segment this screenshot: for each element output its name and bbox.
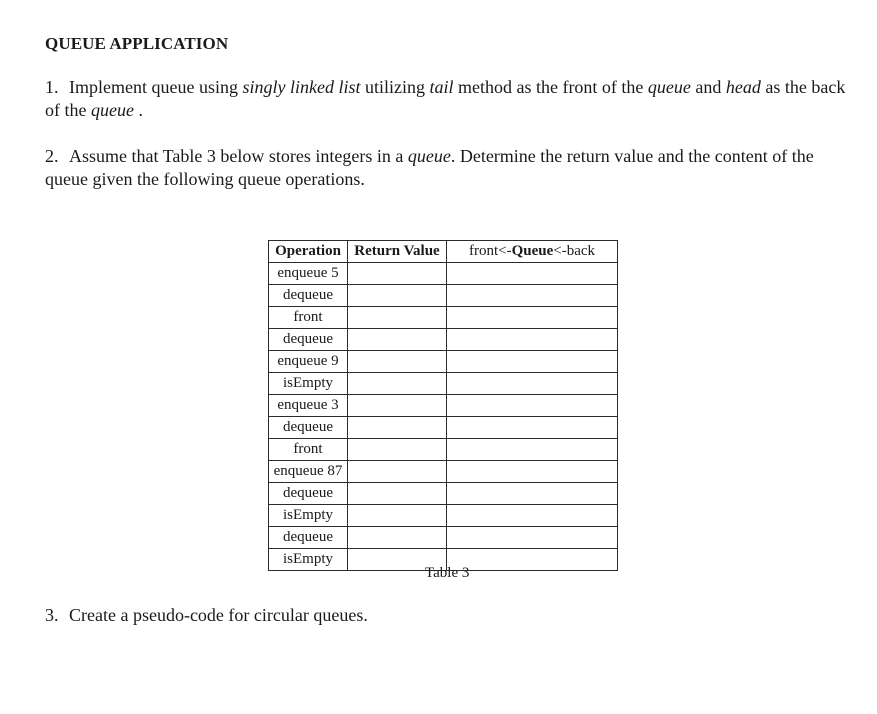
question-1-part: utilizing: [360, 77, 430, 97]
return-value-cell[interactable]: [348, 527, 447, 549]
return-value-cell[interactable]: [348, 395, 447, 417]
question-1-part: queue: [647, 77, 691, 97]
question-3-number: 3.: [45, 605, 59, 625]
queue-content-cell[interactable]: [447, 395, 618, 417]
queue-content-cell[interactable]: [447, 329, 618, 351]
return-value-cell[interactable]: [348, 461, 447, 483]
table-row: [269, 417, 618, 439]
operation-cell: enqueue 87: [269, 461, 348, 483]
operation-cell: dequeue: [269, 417, 348, 439]
table-row: [269, 285, 618, 307]
return-value-cell[interactable]: [348, 351, 447, 373]
return-value-cell[interactable]: [348, 307, 447, 329]
table-row: [269, 307, 618, 329]
table-caption: Table 3: [425, 565, 470, 581]
question-1-part: and: [690, 77, 726, 97]
queue-content-cell[interactable]: [447, 307, 618, 329]
operation-cell: front: [269, 307, 348, 329]
question-1-text: [45, 77, 845, 120]
operation-cell: enqueue 9: [269, 351, 348, 373]
table-body: [269, 263, 618, 571]
operation-cell: enqueue 3: [269, 395, 348, 417]
table-header-row: [269, 241, 618, 263]
question-1-part: method as the front of the: [453, 77, 648, 97]
return-value-cell[interactable]: [348, 285, 447, 307]
question-3-text: [69, 605, 368, 625]
operation-cell: dequeue: [269, 527, 348, 549]
return-value-cell[interactable]: [348, 263, 447, 285]
question-1-part: Implement queue using: [69, 77, 243, 97]
table-row: [269, 329, 618, 351]
question-1-number: 1.: [45, 77, 59, 97]
question-1: [45, 76, 855, 122]
operation-cell: isEmpty: [269, 549, 348, 571]
question-2: [45, 145, 855, 191]
operation-cell: front: [269, 439, 348, 461]
question-2-text: [45, 146, 814, 189]
table-row: [269, 505, 618, 527]
question-1-part: as the back of the: [45, 77, 846, 120]
queue-content-cell[interactable]: [447, 351, 618, 373]
queue-content-cell[interactable]: [447, 461, 618, 483]
question-1-part: tail: [429, 77, 454, 97]
question-2-part: Assume that Table 3 below stores integers in a: [69, 146, 408, 166]
question-1-part: .: [133, 100, 143, 120]
return-value-cell[interactable]: [348, 505, 447, 527]
header-return-value: Return Value: [348, 241, 447, 263]
header-queue-content: [447, 241, 618, 263]
table-row: [269, 461, 618, 483]
queue-content-cell[interactable]: [447, 505, 618, 527]
document-heading: QUEUE APPLICATION: [45, 34, 229, 53]
queue-content-cell[interactable]: [447, 439, 618, 461]
queue-content-cell[interactable]: [447, 285, 618, 307]
queue-content-cell[interactable]: [447, 263, 618, 285]
queue-content-cell[interactable]: [447, 373, 618, 395]
table-row: [269, 263, 618, 285]
table-row: [269, 351, 618, 373]
operation-cell: dequeue: [269, 285, 348, 307]
question-3: [45, 604, 745, 627]
question-2-part: queue: [407, 146, 451, 166]
table-row: [269, 527, 618, 549]
question-1-part: head: [725, 77, 761, 97]
operation-cell: enqueue 5: [269, 263, 348, 285]
operation-cell: isEmpty: [269, 505, 348, 527]
return-value-cell[interactable]: [348, 329, 447, 351]
header-queue-bold: Queue: [511, 243, 554, 259]
question-2-number: 2.: [45, 146, 59, 166]
queue-content-cell[interactable]: [447, 549, 618, 571]
operation-cell: dequeue: [269, 483, 348, 505]
return-value-cell[interactable]: [348, 483, 447, 505]
return-value-cell[interactable]: [348, 373, 447, 395]
queue-content-cell[interactable]: [447, 527, 618, 549]
question-2-part: . Determine the return value and the content of the queue given the following queue operations.: [45, 146, 814, 189]
question-3-part: Create a pseudo-code for circular queues.: [69, 605, 368, 625]
operation-cell: isEmpty: [269, 373, 348, 395]
header-queue-prefix: front<-: [468, 243, 512, 259]
return-value-cell[interactable]: [348, 417, 447, 439]
question-1-part: singly linked list: [242, 77, 361, 97]
queue-operations-table: [268, 240, 618, 571]
header-operation: Operation: [269, 241, 348, 263]
operation-cell: dequeue: [269, 329, 348, 351]
queue-content-cell[interactable]: [447, 483, 618, 505]
queue-content-cell[interactable]: [447, 417, 618, 439]
question-1-part: queue: [90, 100, 134, 120]
table-row: [269, 439, 618, 461]
return-value-cell[interactable]: [348, 439, 447, 461]
table-row: [269, 373, 618, 395]
table-row: [269, 483, 618, 505]
header-queue-suffix: <-back: [553, 243, 596, 259]
table-row: [269, 395, 618, 417]
